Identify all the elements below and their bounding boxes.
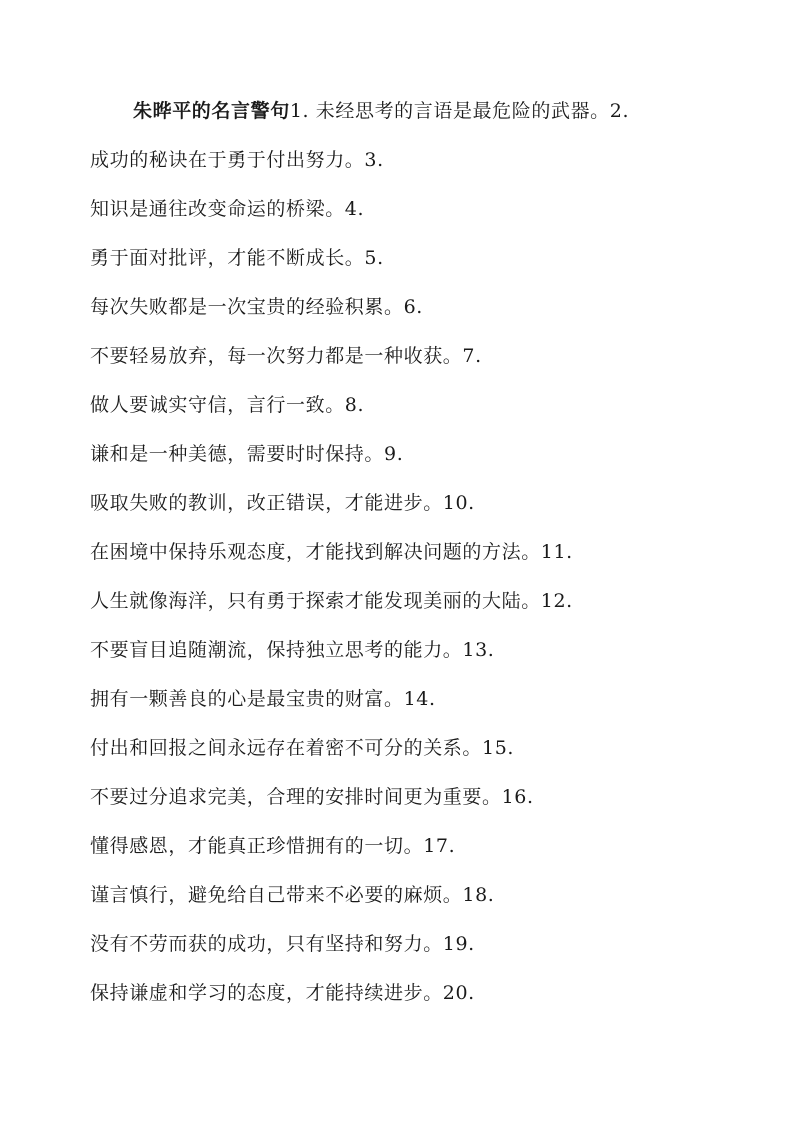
paragraph-line-19: 保持谦虚和学习的态度，才能持续进步。20. [90,982,475,1004]
paragraph-line-4: 勇于面对批评，才能不断成长。5. [90,247,384,269]
document-title: 朱晔平的名言警句 [133,100,290,122]
paragraph-line-9: 吸取失败的教训，改正错误，才能进步。10. [90,492,475,514]
paragraph-line-6: 不要轻易放弃，每一次努力都是一种收获。7. [90,345,482,367]
paragraph-line-10: 在困境中保持乐观态度，才能找到解决问题的方法。11. [90,541,573,563]
paragraph-line-7: 做人要诚实守信，言行一致。8. [90,394,365,416]
paragraph-line-1 [133,99,760,123]
quote-text: 1. 未经思考的言语是最危险的武器。2. [289,100,630,122]
paragraph-line-2: 成功的秘诀在于勇于付出努力。3. [90,149,384,171]
paragraph-line-15: 不要过分追求完美，合理的安排时间更为重要。16. [90,786,534,808]
paragraph-line-18: 没有不劳而获的成功，只有坚持和努力。19. [90,933,475,955]
paragraph-line-5: 每次失败都是一次宝贵的经验积累。6. [90,296,423,318]
paragraph-line-16: 懂得感恩，才能真正珍惜拥有的一切。17. [90,835,456,857]
paragraph-line-11: 人生就像海洋，只有勇于探索才能发现美丽的大陆。12. [90,590,573,612]
paragraph-line-3: 知识是通往改变命运的桥梁。4. [90,198,365,220]
paragraph-line-8: 谦和是一种美德，需要时时保持。9. [90,443,404,465]
paragraph-line-12: 不要盲目追随潮流，保持独立思考的能力。13. [90,639,495,661]
paragraph-line-14: 付出和回报之间永远存在着密不可分的关系。15. [90,737,515,759]
paragraph-line-13: 拥有一颗善良的心是最宝贵的财富。14. [90,688,436,710]
paragraph-line-17: 谨言慎行，避免给自己带来不必要的麻烦。18. [90,884,495,906]
